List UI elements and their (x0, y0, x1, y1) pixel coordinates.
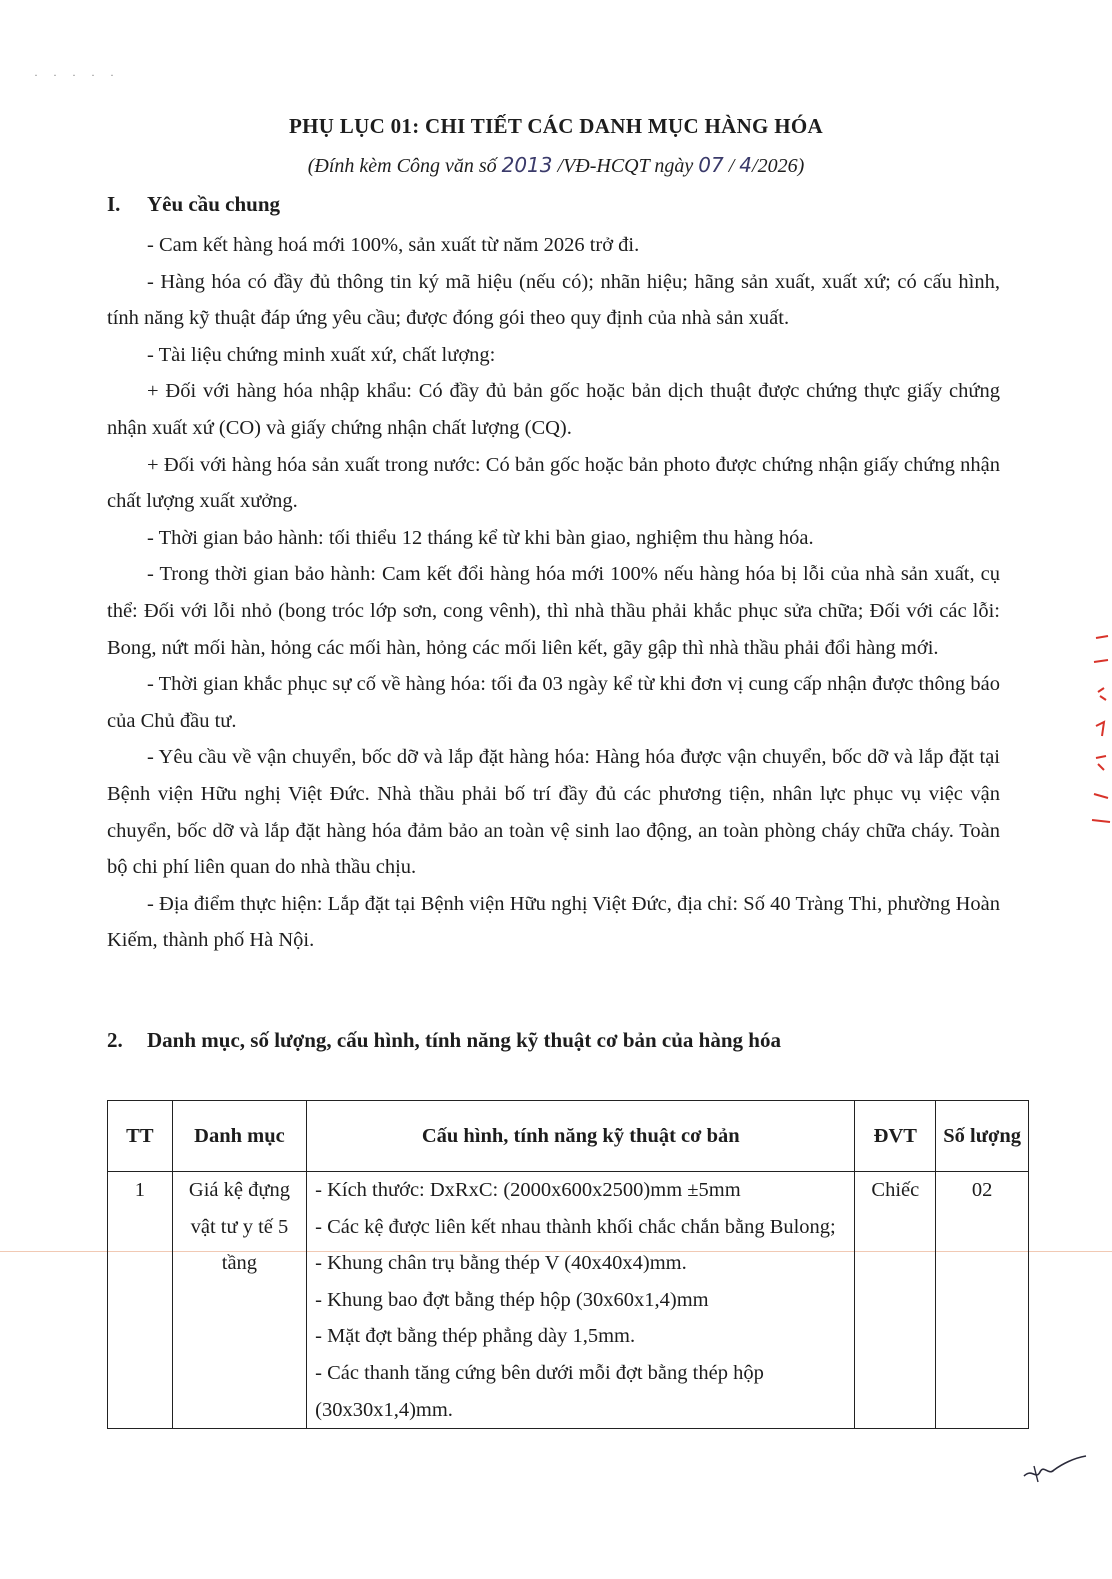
handwritten-number: 2013 (501, 153, 553, 177)
spec-line: - Các thanh tăng cứng bên dưới mỗi đợt bằng thép hộp (30x30x1,4)mm. (315, 1361, 764, 1421)
cell-dvt: Chiếc (855, 1172, 936, 1429)
spec-line: - Khung chân trụ bằng thép V (40x40x4)mm. (315, 1252, 687, 1275)
paragraph: - Thời gian khắc phục sự cố về hàng hóa: tối đa 03 ngày kể từ khi đơn vị cung cấp nhận được thông báo của Chủ đầu tư. (107, 673, 1000, 732)
cell-tt: 1 (108, 1172, 173, 1429)
header-so-luong: Số lượng (936, 1101, 1029, 1172)
subtitle-mid: /VĐ-HCQT ngày (557, 155, 694, 177)
cell-so-luong: 02 (936, 1172, 1029, 1429)
page-title: PHỤ LỤC 01: CHI TIẾT CÁC DANH MỤC HÀNG HÓA (289, 114, 823, 138)
section-1-heading (107, 192, 280, 217)
header-dvt: ĐVT (855, 1101, 936, 1172)
section-2-heading (107, 1028, 781, 1053)
header-spec: Cấu hình, tính năng kỹ thuật cơ bản (307, 1101, 855, 1172)
section-2-number: 2. (107, 1028, 123, 1052)
paragraph: - Hàng hóa có đầy đủ thông tin ký mã hiệu (nếu có); nhãn hiệu; hãng sản xuất, xuất xứ; có cấu hình, tính năng kỹ thuật đáp ứng yêu cầu; được đóng gói theo quy định của nhà sản xuất. (107, 270, 1000, 330)
section-1-title: Yêu cầu chung (147, 192, 281, 216)
section-1-body (107, 227, 1000, 959)
signature-mark (1018, 1446, 1088, 1486)
table-row (108, 1172, 1029, 1429)
header-danh-muc: Danh mục (172, 1101, 306, 1172)
table-header-row (108, 1101, 1029, 1172)
section-2-title: Danh mục, số lượng, cấu hình, tính năng kỹ thuật cơ bản của hàng hóa (147, 1028, 781, 1052)
page-subtitle (0, 153, 1112, 178)
paragraph: + Đối với hàng hóa nhập khẩu: Có đầy đủ bản gốc hoặc bản dịch thuật được chứng thực giấy chứng nhận xuất xứ (CO) và giấy chứng nhận chất lượng (CQ). (107, 380, 1000, 439)
subtitle-prefix: (Đính kèm Công văn số (307, 155, 497, 177)
paragraph: + Đối với hàng hóa sản xuất trong nước: Có bản gốc hoặc bản photo được chứng nhận giấy chứng nhận chất lượng xuất xưởng. (107, 453, 1000, 513)
spec-line: - Khung bao đợt bằng thép hộp (30x60x1,4)mm (315, 1288, 709, 1311)
paragraph: - Địa điểm thực hiện: Lắp đặt tại Bệnh viện Hữu nghị Việt Đức, địa chỉ: Số 40 Tràng Thi, phường Hoàn Kiếm, thành phố Hà Nội. (107, 892, 1000, 952)
paragraph: - Yêu cầu về vận chuyển, bốc dỡ và lắp đặt hàng hóa: Hàng hóa được vận chuyển, bốc dỡ và lắp đặt tại Bệnh viện Hữu nghị Việt Đức. Nhà thầu phải bố trí đầy đủ các phương tiện, nhân lực phục vụ việc vận chuyển, bốc dỡ và lắp đặt hàng hóa đảm bảo an toàn vệ sinh lao động, an toàn phòng cháy chữa cháy. Toàn bộ chi phí liên quan do nhà thầu chịu. (107, 746, 1000, 879)
handwritten-month: 4 (739, 153, 753, 177)
subtitle-year: /2026) (752, 155, 805, 177)
red-stamp-edge (1090, 630, 1112, 830)
cell-spec (307, 1172, 855, 1429)
scan-speckles: · · · · · (34, 68, 120, 82)
goods-table (107, 1100, 1029, 1429)
paragraph: - Cam kết hàng hoá mới 100%, sản xuất từ năm 2026 trở đi. (147, 234, 640, 256)
subtitle-sep: / (728, 155, 735, 177)
handwritten-day: 07 (698, 153, 724, 177)
paragraph: - Tài liệu chứng minh xuất xứ, chất lượng: (147, 343, 496, 366)
paragraph: - Thời gian bảo hành: tối thiểu 12 tháng kể từ khi bàn giao, nghiệm thu hàng hóa. (147, 526, 814, 549)
spec-line: - Các kệ được liên kết nhau thành khối chắc chắn bằng Bulong; (315, 1215, 836, 1238)
paragraph: - Trong thời gian bảo hành: Cam kết đổi hàng hóa mới 100% nếu hàng hóa bị lỗi của nhà sản xuất, cụ thể: Đối với lỗi nhỏ (bong tróc lớp sơn, cong vênh), thì nhà thầu phải khắc phục sửa chữa; Đối với các lỗi: Bong, nứt mối hàn, hỏng các mối hàn, hỏng các mối liên kết, gãy gập thì nhà thầu phải đổi hàng mới. (107, 563, 1000, 659)
cell-danh-muc: Giá kệ đựng vật tư y tế 5 tầng (172, 1172, 306, 1429)
header-tt: TT (108, 1101, 173, 1172)
spec-line: - Kích thước: DxRxC: (2000x600x2500)mm ±5mm (315, 1179, 741, 1201)
section-1-number: I. (107, 192, 121, 216)
spec-line: - Mặt đợt bằng thép phẳng dày 1,5mm. (315, 1325, 636, 1348)
